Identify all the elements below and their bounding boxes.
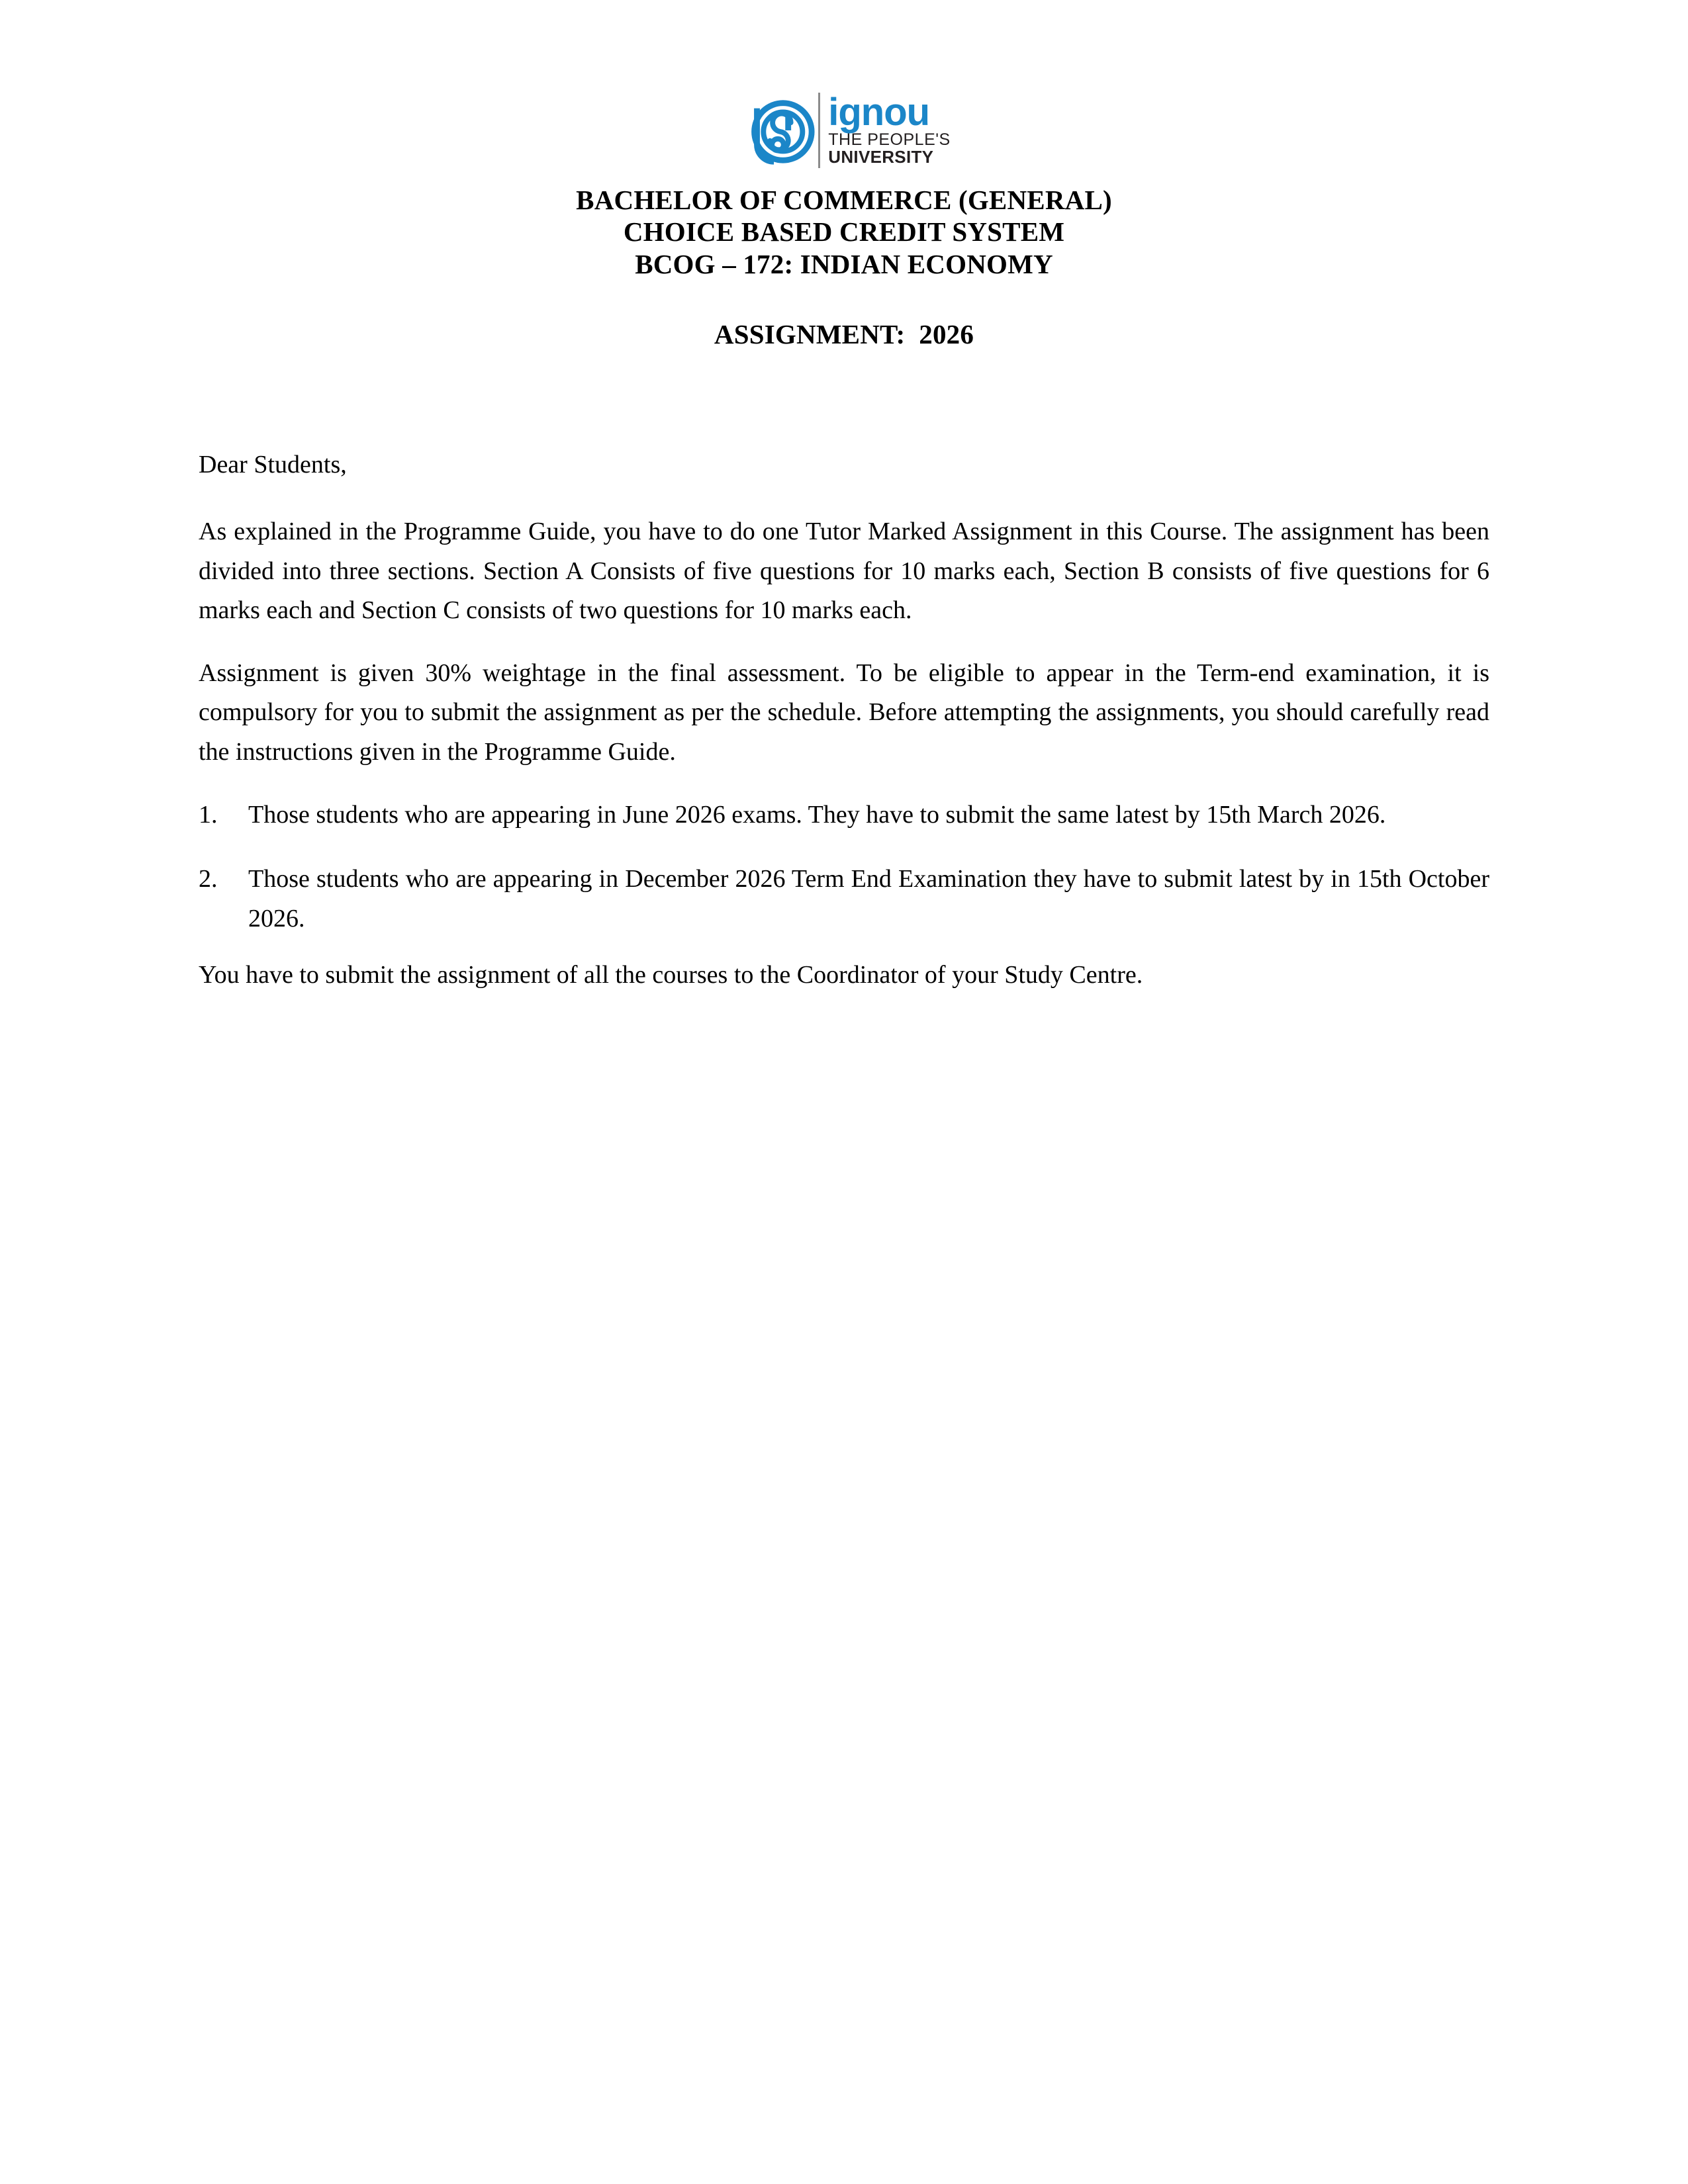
- ignou-tagline-line1: THE PEOPLE'S: [828, 130, 951, 149]
- intro-paragraph: As explained in the Programme Guide, you have to do one Tutor Marked Assignment in this Course. The assignment has been divided into three sections. Section A Consists of five questions for 10 marks each, Section B consists of five questions for 6 marks each and Section C consists of two questions for 10 marks each.: [199, 518, 1489, 624]
- ignou-logo-block: [199, 0, 1489, 169]
- ignou-emblem-icon: [737, 91, 816, 169]
- ignou-wordmark-group: [828, 91, 950, 169]
- submission-deadline-list: [199, 796, 1489, 938]
- programme-title: BACHELOR OF COMMERCE (GENERAL): [576, 185, 1112, 215]
- list-item: [199, 860, 1489, 938]
- document-content: [199, 0, 1489, 1019]
- closing-paragraph: You have to submit the assignment of all the courses to the Coordinator of your Study Centre.: [199, 960, 1143, 989]
- ignou-tagline-line2: UNIVERSITY: [828, 147, 934, 167]
- salutation: Dear Students,: [199, 451, 347, 479]
- credit-system-title: CHOICE BASED CREDIT SYSTEM: [623, 216, 1065, 248]
- assignment-year-title: ASSIGNMENT: 2026: [714, 319, 974, 350]
- list-item-text: Those students who are appearing in June 2026 exams. They have to submit the same latest by 15th March 2026.: [248, 800, 1386, 829]
- list-item-marker: 2.: [199, 865, 218, 893]
- course-code-title: BCOG – 172: INDIAN ECONOMY: [635, 248, 1053, 279]
- list-item-text: Those students who are appearing in December 2026 Term End Examination they have to submit latest by in 15th October 2026.: [248, 865, 1489, 933]
- ignou-wordmark: ignou: [828, 90, 930, 134]
- document-heading: [199, 184, 1489, 280]
- logo-divider: [818, 93, 820, 168]
- document-body: [199, 445, 1489, 995]
- list-item: [199, 796, 1489, 835]
- weightage-paragraph: Assignment is given 30% weightage in the final assessment. To be eligible to appear in the Term-end examination, it is compulsory for you to submit the assignment as per the schedule. Before attempting the assignments, you should carefully read the instructions given in the Programme Guide.: [199, 659, 1489, 766]
- ignou-logo: [737, 91, 950, 169]
- list-item-marker: 1.: [199, 800, 218, 829]
